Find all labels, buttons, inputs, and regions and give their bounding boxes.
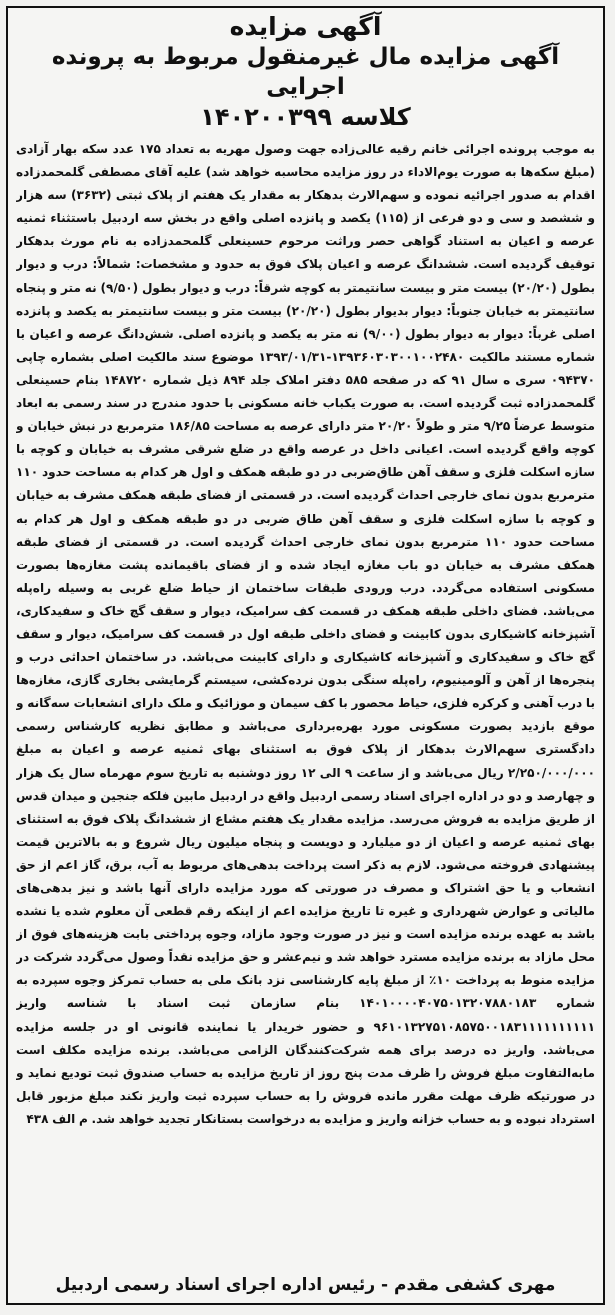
signature: مهری کشفی مقدم - رئیس اداره اجرای اسناد رسمی اردبیل xyxy=(55,1275,556,1295)
notice-body: به موجب پرونده اجرائی خانم رقیه عالی‌زاده جهت وصول مهریه به تعداد ۱۷۵ عدد سکه بهار آزادی (مبلغ سکه‌ها به صورت یوم‌الاداء در روز مزایده محاسبه خواهد شد) علیه آقای مصطفی گلمحمدزاده اقدام به صدور اجرائیه نموده و سهم‌الارث بدهکار به مقدار یک هفتم از پلاک ثبتی (۳۶۳۲) سه هزار و ششصد و سی و دو فرعی از (۱۱۵) یکصد و پانزده اصلی واقع در بخش سه اردبیل باستثناء ثمنیه عرصه و اعیان به استناد گواهی حصر وراثت مرحوم حسینعلی گلمحمدزاده به نام مورث بدهکار توقیف گردیده است. ششدانگ عرصه و اعیان پلاک فوق به حدود و مشخصات: شمالاً: درب و دیوار بطول (۲۰/۲۰) بیست متر و بیست سانتیمتر به کوچه شرقاً: درب و دیوار بطول (۹/۵۰) نه متر و پنجاه سانتیمتر به خیابان جنوباً: دیوار بدیوار بطول (۲۰/۲۰) بیست متر و بیست سانتیمتر به یکصد و پانزده اصلی غرباً: دیوار به دیوار بطول (۹/۰۰) نه متر به یکصد و پانزده اصلی. شش‌دانگ عرصه و اعیان با شماره مستند مالکیت ۱۳۹۳۶۰۳۰۳۰۰۱۰۰۲۴۸۰-۱۳۹۳/۰۱/۳۱ موضوع سند مالکیت اصلی بشماره چاپی ۰۹۴۳۷۰ سری ه سال ۹۱ که در صفحه ۵۸۵ دفتر املاک جلد ۸۹۴ ذیل شماره ۱۴۸۷۲۰ بنام حسینعلی گلمحمدزاده ثبت گردیده است. به صورت یکباب خانه مسکونی با حدود مندرج در سند رسمی به ابعاد متوسط عرضاً ۹/۲۵ متر و طولاً ۲۰/۲۰ متر دارای عرصه به مساحت ۱۸۶/۸۵ مترمربع در نبش خیابان و کوچه واقع گردیده است. اعیانی داخل در عرصه واقع در ضلع شرقی مشرف به خیابان و کوچه با سازه اسکلت فلزی و سقف آهن طاق‌ضربی در دو طبقه همکف و اول هر کدام به مساحت حدود ۱۱۰ مترمربع بدون نمای خارجی احداث گردیده است. در قسمتی از فضای طبقه همکف مشرف به خیابان و کوچه با سازه اسکلت فلزی و سقف آهن طاق ضربی در دو طبقه همکف و اول هر کدام به مساحت حدود ۱۱۰ مترمربع بدون نمای خارجی احداث گردیده است. در قسمتی از فضای طبقه همکف مشرف به خیابان دو باب مغازه ایجاد شده و از فضای باقیمانده پشت مغازه‌ها بصورت مسکونی استفاده می‌گردد. درب ورودی طبقات ساختمان از حیاط ضلع غربی به وسیله راه‌پله می‌باشد. فضای داخلی طبقه همکف در قسمت کف سرامیک، دیوار و سقف گچ خاک و سفیدکاری، آشپزخانه کاشیکاری بدون کابینت و فضای داخلی طبقه اول در قسمت کف سرامیک، دیوار و سقف گچ خاک و سفیدکاری و آشپزخانه کاشیکاری و دارای کابینت می‌باشد. در ساختمان احداثی درب و پنجره‌ها از آهن و آلومینیوم، راه‌پله سنگی بدون نرده‌کشی، سیستم گرمایشی بخاری گازی، مغازه‌ها با درب آهنی و کرکره فلزی، حیاط محصور با کف سیمان و موزائیک و ملک دارای انشعابات سه‌گانه و موقع بازدید بصورت مسکونی مورد بهره‌برداری می‌باشد و مطابق نظریه کارشناس رسمی دادگستری سهم‌الارث بدهکار از پلاک فوق به استثنای بهای ثمنیه عرصه و اعیان به مبلغ ۲/۲۵۰/۰۰۰/۰۰۰ ریال می‌باشد و از ساعت ۹ الی ۱۲ روز دوشنبه به تاریخ سوم مهرماه سال یک هزار و چهارصد و دو در اداره اجرای اسناد رسمی اردبیل واقع در اردبیل مابین فلکه جنجین و میدان قدس از طریق مزایده به فروش می‌رسد. مزایده مقدار یک هفتم مشاع از ششدانگ پلاک فوق به استثنای بهای ثمنیه عرصه و اعیان از دو میلیارد و دویست و پنجاه میلیون ریال شروع و به بالاترین قیمت پیشنهادی فروخته می‌شود. لازم به ذکر است پرداخت بدهی‌های مربوط به آب، برق، گاز اعم از حق انشعاب و یا حق اشتراک و مصرف در صورتی که مورد مزایده دارای آنها باشد و نیز بدهی‌های مالیاتی و عوارض شهرداری و غیره تا تاریخ مزایده اعم از اینکه رقم قطعی آن معلوم شده یا نشده باشد به عهده برنده مزایده است و نیز در صورت وجود مازاد، وجوه پرداختی بابت هزینه‌های فوق از محل مازاد به برنده مزایده مسترد خواهد شد و نیم‌عشر و حق مزایده نقداً وصول می‌گردد شرکت در مزایده منوط به پرداخت ۱۰٪ از مبلغ پایه کارشناسی نزد بانک ملی به حساب تمرکز وجوه سپرده به شماره ۱۴۰۱۰۰۰۰۴۰۷۵۰۱۳۲۰۷۸۸۰۱۸۳ بنام سازمان ثبت اسناد با شناسه واریز ۹۶۱۰۱۳۲۷۵۱۰۸۵۷۵۰۰۱۸۳۱۱۱۱۱۱۱۱۱۱ و حضور خریدار یا نماینده قانونی او در جلسه مزایده می‌باشد. واریز ده درصد برای همه شرکت‌کنندگان الزامی می‌باشد. برنده مزایده مکلف است مابه‌التفاوت مبلغ فروش را ظرف مدت پنج روز از تاریخ مزایده به حساب صندوق ثبت تودیع نماید و در صورتیکه ظرف مهلت مقرر مانده فروش را به حساب سپرده ثبت واریز نکند مبلغ مزبور قابل استرداد نبوده و به حساب خزانه واریز و مزایده به درخواست بستانکار تجدید خواهد شد. م الف ۴۳۸ xyxy=(16,142,595,1126)
notice-title: آگهی مزایده xyxy=(229,12,382,41)
file-number: کلاسه ۱۴۰۲۰۰۳۹۹ xyxy=(200,103,411,131)
notice-subtitle: آگهی مزایده مال غیرمنقول مربوط به پرونده اجرایی xyxy=(51,44,560,100)
auction-notice xyxy=(6,6,605,1305)
